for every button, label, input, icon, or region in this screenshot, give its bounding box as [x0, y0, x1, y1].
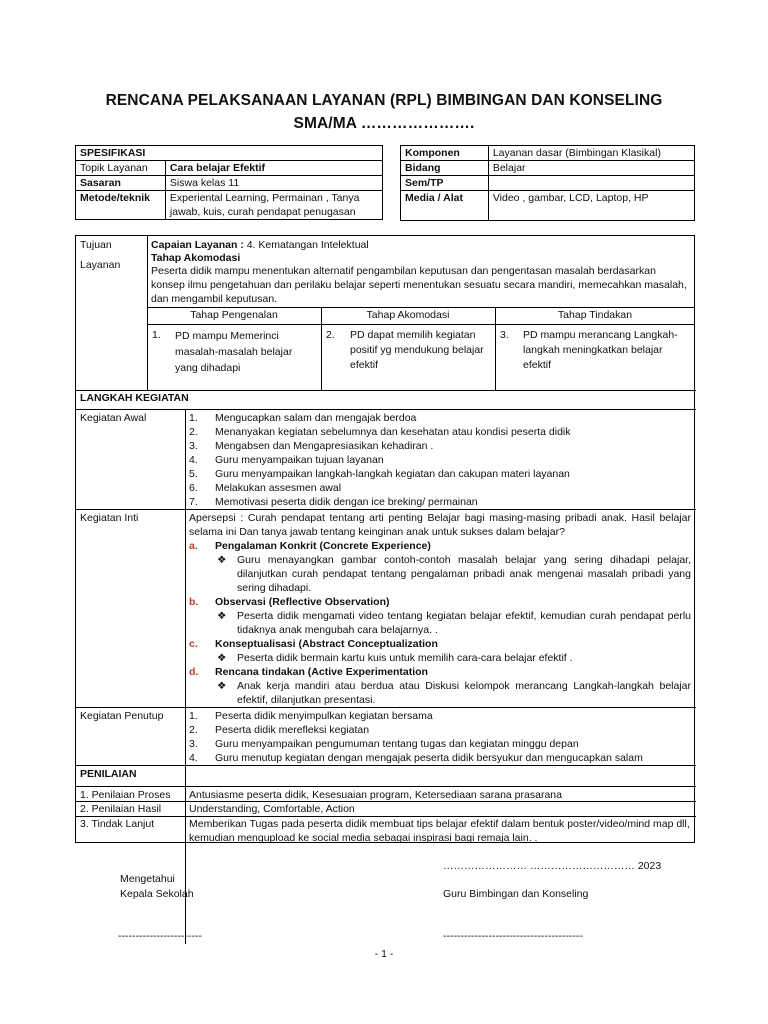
penilaian-value: Understanding, Comfortable, Action	[189, 803, 355, 815]
kegiatan-inti-content	[189, 511, 691, 707]
penilaian-label: 1. Penilaian Proses	[80, 789, 171, 801]
comp-value: Belajar	[488, 161, 694, 176]
penilaian-label: 2. Penilaian Hasil	[80, 803, 162, 815]
comp-value	[488, 176, 694, 191]
stage-header: Tahap Pengenalan	[190, 309, 278, 321]
inti-bullet: ❖ Guru menayangkan gambar contoh-contoh masalah belajar yang sering dihadapi pelajar, dilanjutkan curah pendapat tentang pengalaman pribadi anak mengenai masalah pribadi yang sering dihadapi.	[217, 554, 691, 594]
kepala-sekolah-label: Kepala Sekolah	[120, 888, 194, 900]
langkah-header: LANGKAH KEGIATAN	[80, 392, 189, 404]
guru-bk-label: Guru Bimbingan dan Konseling	[443, 888, 589, 900]
spec-table	[75, 145, 383, 220]
list-item: 5. Guru menyampaikan langkah-langkah kegiatan dan cakupan materi layanan	[189, 468, 570, 480]
spec-label: Metode/teknik	[76, 191, 166, 220]
inti-bullet: ❖ Anak kerja mandiri atau berdua atau Diskusi kelompok merancang Langkah-langkah belajar efektif, dilanjutkan presentasi.	[217, 680, 691, 706]
tujuan-description: Peserta didik mampu menentukan alternatif pengambilan keputusan dan pengentasan masalah berdasarkan konsep ilmu pengetahuan dan perilaku belajar seperti menentukan sesuatu secara mandiri, memecahkan masalah, dan mengambil keputusan.	[151, 265, 687, 305]
signature-line-right: ----------------------------------------	[443, 930, 583, 942]
comp-label: Komponen	[401, 146, 489, 161]
stage-header: Tahap Akomodasi	[366, 309, 450, 321]
main-grid	[75, 235, 695, 843]
signature-line-left: ------------------------	[118, 930, 202, 942]
kegiatan-awal-list	[189, 411, 693, 509]
comp-value: Video , gambar, LCD, Laptop, HP	[488, 191, 694, 221]
layanan-label: Layanan	[80, 259, 121, 271]
list-item: 1. Peserta didik menyimpulkan kegiatan bersama	[189, 710, 433, 722]
inti-section-c: c. Konseptualisasi (Abstract Conceptualization	[189, 638, 438, 650]
list-item: 3. Guru menyampaikan pengumuman tentang tugas dan kegiatan minggu depan	[189, 738, 579, 750]
list-item: 7. Memotivasi peserta didik dengan ice breking/ permainan	[189, 496, 478, 508]
stage-text: PD mampu merancang Langkah-langkah meningkatkan belajar efektif	[523, 329, 678, 371]
comp-label: Media / Alat	[401, 191, 489, 221]
list-item: 3. Mengabsen dan Mengapresiasikan kehadiran .	[189, 440, 434, 452]
spec-header: SPESIFIKASI	[76, 146, 383, 161]
stage-text: PD dapat memilih kegiatan positif yg mendukung belajar efektif	[350, 329, 484, 371]
document-subtitle: SMA/MA ………………….	[293, 115, 475, 132]
comp-label: Bidang	[401, 161, 489, 176]
page-number: - 1 -	[374, 948, 394, 960]
apersepsi: Apersepsi : Curah pendapat tentang arti penting Belajar bagi masing-masing pribadi anak. Hasil belajar selama ini Dan tanya jawab tentang keinginan anak untuk sukses dalam belajar?	[189, 512, 691, 538]
list-item: 4. Guru menutup kegiatan dengan mengajak peserta didik bersyukur dan mengucapkan salam	[189, 752, 643, 764]
spec-label: Topik Layanan	[76, 161, 166, 176]
stage-num: 3.	[500, 329, 509, 341]
list-item: 4. Guru menyampaikan tujuan layanan	[189, 454, 384, 466]
list-item: 2. Menanyakan kegiatan sebelumnya dan kesehatan atau kondisi peserta didik	[189, 426, 571, 438]
tahap-akomodasi: Tahap Akomodasi	[151, 252, 241, 264]
spec-value: Cara belajar Efektif	[165, 161, 382, 176]
mengetahui-label: Mengetahui	[120, 873, 175, 885]
list-item: 6. Melakukan assesmen awal	[189, 482, 342, 494]
inti-bullet: ❖ Peserta didik bermain kartu kuis untuk memilih cara-cara belajar efektif .	[217, 652, 573, 664]
comp-value: Layanan dasar (Bimbingan Klasikal)	[488, 146, 694, 161]
inti-section-b: b. Observasi (Reflective Observation)	[189, 596, 390, 608]
spec-value: Experiental Learning, Permainan , Tanya jawab, kuis, curah pendapat penugasan	[165, 191, 382, 220]
kegiatan-inti-label: Kegiatan Inti	[80, 512, 139, 524]
document-title: RENCANA PELAKSANAAN LAYANAN (RPL) BIMBINGAN DAN KONSELING	[105, 92, 663, 109]
stage-text: PD mampu Memerinci masalah-masalah belajar yang dihadapi	[175, 330, 293, 374]
component-table	[400, 145, 695, 221]
kegiatan-penutup-label: Kegiatan Penutup	[80, 710, 164, 722]
kegiatan-awal-label: Kegiatan Awal	[80, 412, 147, 424]
inti-bullet: ❖ Peserta didik mengamati video tentang kegiatan belajar efektif, kemudian curah pendapat perlu tidaknya anak mengubah cara belajarnya. .	[217, 610, 691, 636]
stage-num: 2.	[326, 329, 335, 341]
list-item: 1. Mengucapkan salam dan mengajak berdoa	[189, 412, 417, 424]
penilaian-header: PENILAIAN	[80, 768, 137, 780]
spec-label: Sasaran	[76, 176, 166, 191]
stage-header: Tahap Tindakan	[557, 309, 633, 321]
inti-section-a: a. Pengalaman Konkrit (Concrete Experience)	[189, 540, 431, 552]
stage-num: 1.	[152, 329, 161, 341]
tujuan-label: Tujuan	[80, 239, 112, 251]
date-line: …………………… ………………………… 2023	[443, 860, 662, 872]
capaian-layanan: Capaian Layanan : 4. Kematangan Intelektual	[151, 239, 369, 251]
spec-value: Siswa kelas 11	[165, 176, 382, 191]
penilaian-value: Antusiasme peserta didik, Kesesuaian program, Ketersediaan sarana prasarana	[189, 789, 562, 801]
kegiatan-penutup-list	[189, 709, 693, 765]
list-item: 2. Peserta didik merefleksi kegiatan	[189, 724, 370, 736]
penilaian-value: Memberikan Tugas pada peserta didik membuat tips belajar efektif dalam bentuk poster/video/mind map dll, kemudian mengupload ke social media sebagai inspirasi bagi remaja lain. .	[189, 818, 690, 844]
inti-section-d: d. Rencana tindakan (Active Experimentation	[189, 666, 428, 678]
comp-label: Sem/TP	[401, 176, 489, 191]
penilaian-label: 3. Tindak Lanjut	[80, 818, 155, 830]
